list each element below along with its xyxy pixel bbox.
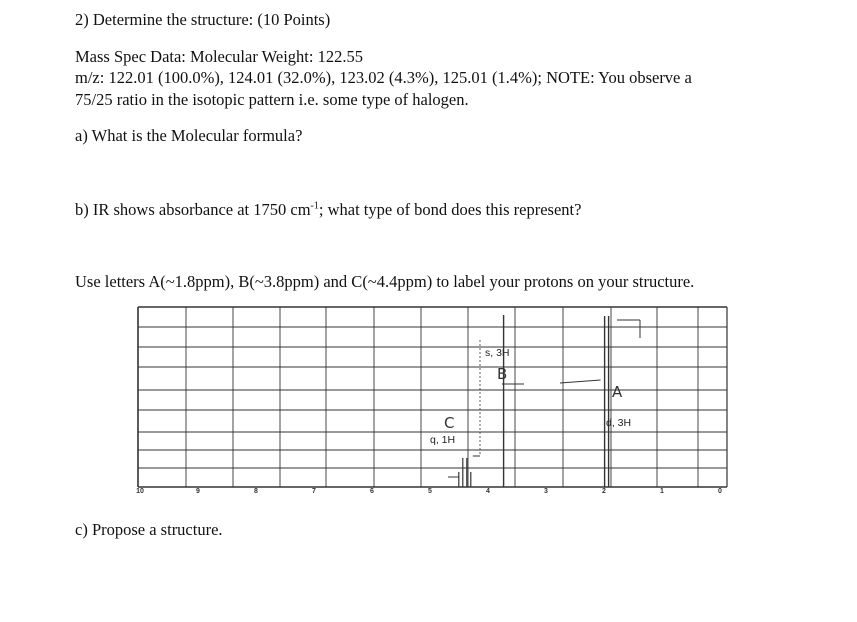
peak-letter-a: A	[612, 383, 623, 401]
axis-tick-label: 9	[196, 488, 200, 495]
peak-label-a: d, 3H	[606, 417, 632, 429]
axis-tick-label: 8	[254, 488, 258, 495]
handwritten-mark	[560, 380, 601, 383]
axis-tick-label: 0	[718, 488, 722, 495]
mass-spec-line-1: Mass Spec Data: Molecular Weight: 122.55	[75, 47, 363, 66]
mass-spec-line-2: m/z: 122.01 (100.0%), 124.01 (32.0%), 123.02 (4.3%), 125.01 (1.4%); NOTE: You observe a	[75, 68, 692, 87]
question-part-c: c) Propose a structure.	[75, 520, 223, 539]
question-title: 2) Determine the structure: (10 Points)	[75, 10, 331, 29]
question-part-a: a) What is the Molecular formula?	[75, 126, 303, 145]
part-b-text-end: ; what type of bond does this represent?	[318, 200, 582, 219]
spectrum-grid	[138, 307, 727, 487]
axis-tick-label: 5	[428, 488, 432, 495]
peak-letter-b: B	[497, 365, 508, 383]
peak-label-c: q, 1H	[430, 434, 456, 446]
peak-label-b: s, 3H	[485, 347, 510, 359]
axis-tick-label: 4	[486, 488, 490, 495]
peak-letter-c: C	[444, 414, 455, 432]
mass-spec-line-3: 75/25 ratio in the isotopic pattern i.e. some type of halogen.	[75, 90, 469, 109]
axis-tick-label: 6	[370, 488, 374, 495]
spectrum-axis-ticks	[136, 488, 722, 495]
axis-tick-label: 1	[660, 488, 664, 495]
axis-tick-label: 3	[544, 488, 548, 495]
axis-tick-label: 2	[602, 488, 606, 495]
part-b-superscript: -1	[310, 200, 319, 212]
axis-tick-label: 10	[136, 488, 144, 495]
axis-tick-label: 7	[312, 488, 316, 495]
part-b-text: b) IR shows absorbance at 1750 cm	[75, 200, 311, 219]
labeling-instruction: Use letters A(~1.8ppm), B(~3.8ppm) and C(~4.4ppm) to label your protons on your structure.	[75, 272, 695, 291]
